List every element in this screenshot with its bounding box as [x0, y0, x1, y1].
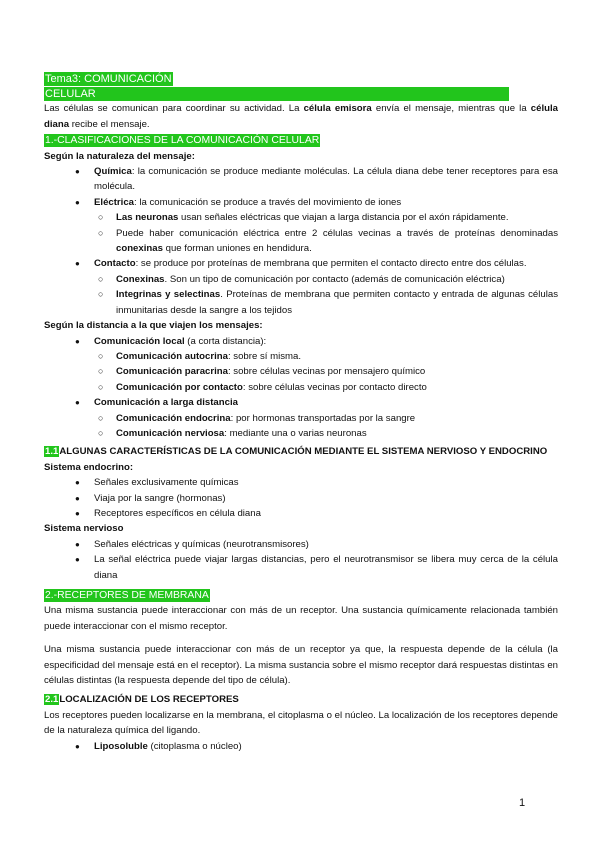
list-item: ● Comunicación local (a corta distancia): — [44, 334, 558, 349]
list-item: ● Eléctrica: la comunicación se produce a través del movimiento de iones — [44, 195, 558, 210]
list-item: ○ Conexinas. Son un tipo de comunicación por contacto (además de comunicación eléctrica) — [44, 272, 558, 287]
list-item: ○ Comunicación endocrina: por hormonas transportadas por la sangre — [44, 411, 558, 426]
list-item: ● La señal eléctrica puede viajar largas distancias, pero el neurotransmisor se libera muy cerca de la célula diana — [44, 552, 558, 583]
list-item: ● Química: la comunicación se produce mediante moléculas. La célula diana debe tener receptores para esa molécula. — [44, 164, 558, 195]
list-item: ● Liposoluble (citoplasma o núcleo) — [44, 739, 558, 754]
nervioso-list — [44, 537, 558, 583]
section11-heading: 1.1ALGUNAS CARACTERÍSTICAS DE LA COMUNICACIÓN MEDIANTE EL SISTEMA NERVIOSO Y ENDOCRINO — [45, 446, 548, 458]
list-item: ● Comunicación a larga distancia — [44, 395, 558, 410]
list-item: ○ Comunicación paracrina: sobre células vecinas por mensajero químico — [44, 364, 558, 379]
list-item: ● Contacto: se produce por proteínas de membrana que permiten el contacto directo entre dos células. — [44, 256, 558, 271]
list-item: ○ Integrinas y selectinas. Proteínas de membrana que permiten contacto y entrada de algunas células inmunitarias desde la sangre a los tejidos — [44, 287, 558, 318]
localizacion-list — [44, 739, 558, 754]
distancia-list — [44, 334, 558, 442]
endocrino-list — [44, 475, 558, 521]
list-item: ○ Comunicación por contacto: sobre células vecinas por contacto directo — [44, 380, 558, 395]
nervioso-label: Sistema nervioso — [44, 523, 124, 535]
localizacion-paragraph: Los receptores pueden localizarse en la membrana, el citoplasma o el núcleo. La localización de los receptores depende de la naturaleza química del ligando. — [44, 709, 558, 737]
list-item: ● Señales exclusivamente químicas — [44, 475, 558, 490]
distancia-label: Según la distancia a la que viajen los mensajes: — [44, 320, 263, 332]
list-item: ● Viaja por la sangre (hormonas) — [44, 491, 558, 506]
doc-title-line1: Tema3: COMUNICACIÓN — [45, 73, 172, 85]
page-number: 1 — [519, 797, 526, 809]
endocrino-label: Sistema endocrino: — [44, 461, 134, 473]
naturaleza-list — [44, 164, 558, 318]
doc-title-line2: CELULAR — [44, 87, 509, 101]
section2-heading: 2.-RECEPTORES DE MEMBRANA — [45, 590, 209, 601]
intro-paragraph: Las células se comunican para coordinar su actividad. La célula emisora envía el mensaje, mientras que la célula diana recibe el mensaje. — [44, 103, 558, 130]
section1-heading: 1.-CLASIFICACIONES DE LA COMUNICACIÓN CELULAR — [45, 135, 320, 147]
receptores-paragraph-1: Una misma sustancia puede interaccionar con más de un receptor. Una sustancia químicamente relacionada también puede interaccionar con el mismo receptor. — [44, 605, 558, 632]
receptores-paragraph-2: Una misma sustancia puede interaccionar con más de un receptor ya que, la respuesta depende de la célula (la especificidad del mensaje está en el receptor). La misma sustancia sobre el mismo receptor dará respuestas distintas en células distintas (la respuesta depende del tipo de célula). — [44, 644, 558, 687]
list-item: ○ Comunicación autocrina: sobre sí misma. — [44, 349, 558, 364]
list-item: ○ Puede haber comunicación eléctrica entre 2 células vecinas a través de proteínas denominadas conexinas que forman uniones en hendidura. — [44, 226, 558, 257]
list-item: ○ Comunicación nerviosa: mediante una o varias neuronas — [44, 426, 558, 441]
document-page — [44, 72, 558, 754]
list-item: ○ Las neuronas usan señales eléctricas que viajan a larga distancia por el axón rápidamente. — [44, 210, 558, 225]
list-item: ● Receptores específicos en célula diana — [44, 506, 558, 521]
list-item: ● Señales eléctricas y químicas (neurotransmisores) — [44, 537, 558, 552]
section21-heading: 2.1LOCALIZACIÓN DE LOS RECEPTORES — [45, 694, 239, 706]
naturaleza-label: Según la naturaleza del mensaje: — [44, 150, 195, 162]
